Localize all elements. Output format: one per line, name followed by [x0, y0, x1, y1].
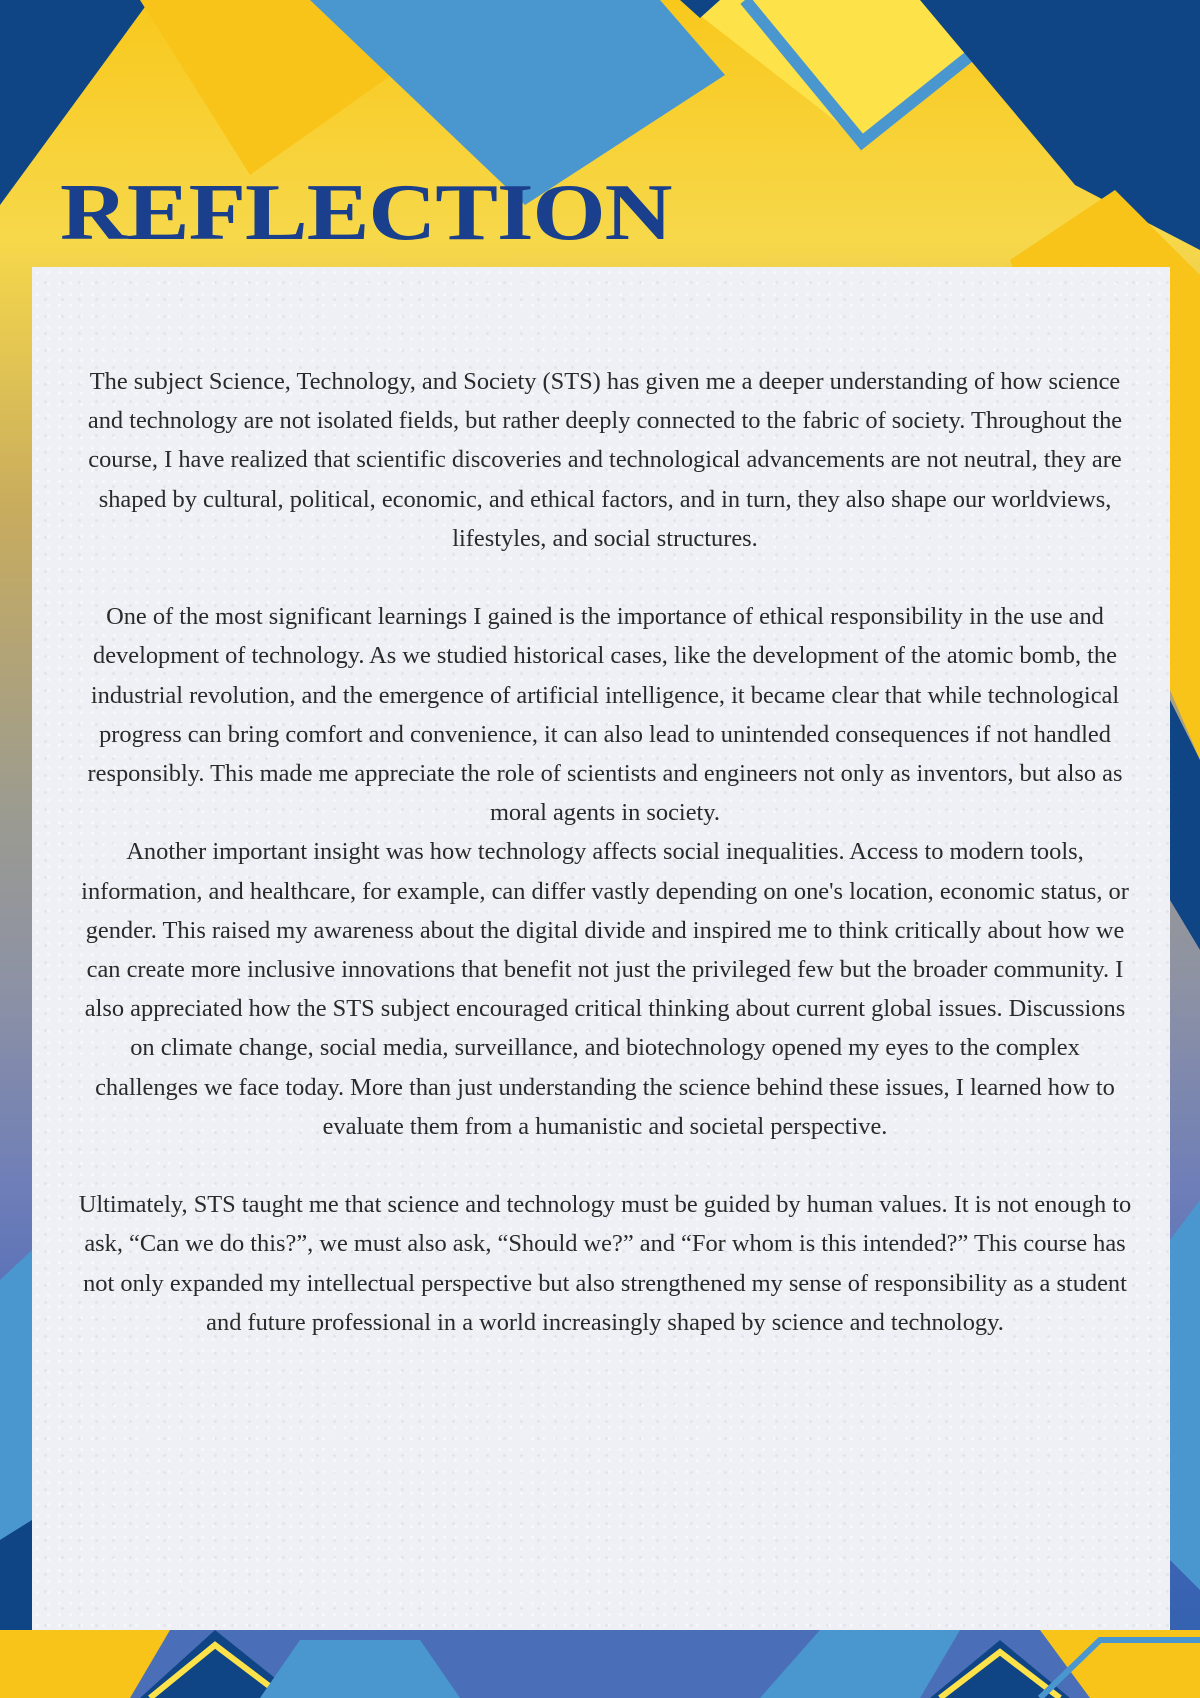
- left-blue-strip: [0, 1250, 32, 1540]
- page-title: REFLECTION: [60, 167, 672, 258]
- right-blue-strip: [1170, 1200, 1200, 1590]
- top-right-navy-shape: [920, 0, 1200, 250]
- paragraph-conclusion: Ultimately, STS taught me that science and technology must be guided by human values. It is not enough to ask, “Can we do this?”, we must also ask, “Should we?” and “For whom is this intended?” This course has not only expanded my intellectual perspective but also strengthened my sense of responsibility as a student and future professional in a world increasingly shaped by science and technology.: [78, 1191, 1132, 1336]
- top-light-yellow-shape: [680, 0, 980, 140]
- reflection-body: [78, 362, 1132, 1342]
- paragraph-ethics: One of the most significant learnings I gained is the importance of ethical responsibility in the use and development of technology. As we studied historical cases, like the development of the atomic bomb, the industrial revolution, and the emergence of artificial intelligence, it became clear that while technological progress can bring comfort and convenience, it can also lead to unintended consequences if not handled responsibly. This made me appreciate the role of scientists and engineers not only as inventors, but also as moral agents in society.: [87, 603, 1123, 827]
- paragraph-intro: The subject Science, Technology, and Society (STS) has given me a deeper understanding of how science and technology are not isolated fields, but rather deeply connected to the fabric of society. Throughout the course, I have realized that scientific discoveries and technological advancements are not neutral, they are shaped by cultural, political, economic, and ethical factors, and in turn, they also shape our worldviews, lifestyles, and social structures.: [87, 368, 1123, 552]
- paragraph-inequality: Another important insight was how technology affects social inequalities. Access to modern tools, information, and healthcare, for example, can differ vastly depending on one's location, economic status, or gender. This raised my awareness about the digital divide and inspired me to think critically about how we can create more inclusive innovations that benefit not just the privileged few but the broader community. I also appreciated how the STS subject encouraged critical thinking about current global issues. Discussions on climate change, social media, surveillance, and biotechnology opened my eyes to the complex challenges we face today. More than just understanding the science behind these issues, I learned how to evaluate them from a humanistic and societal perspective.: [81, 838, 1129, 1140]
